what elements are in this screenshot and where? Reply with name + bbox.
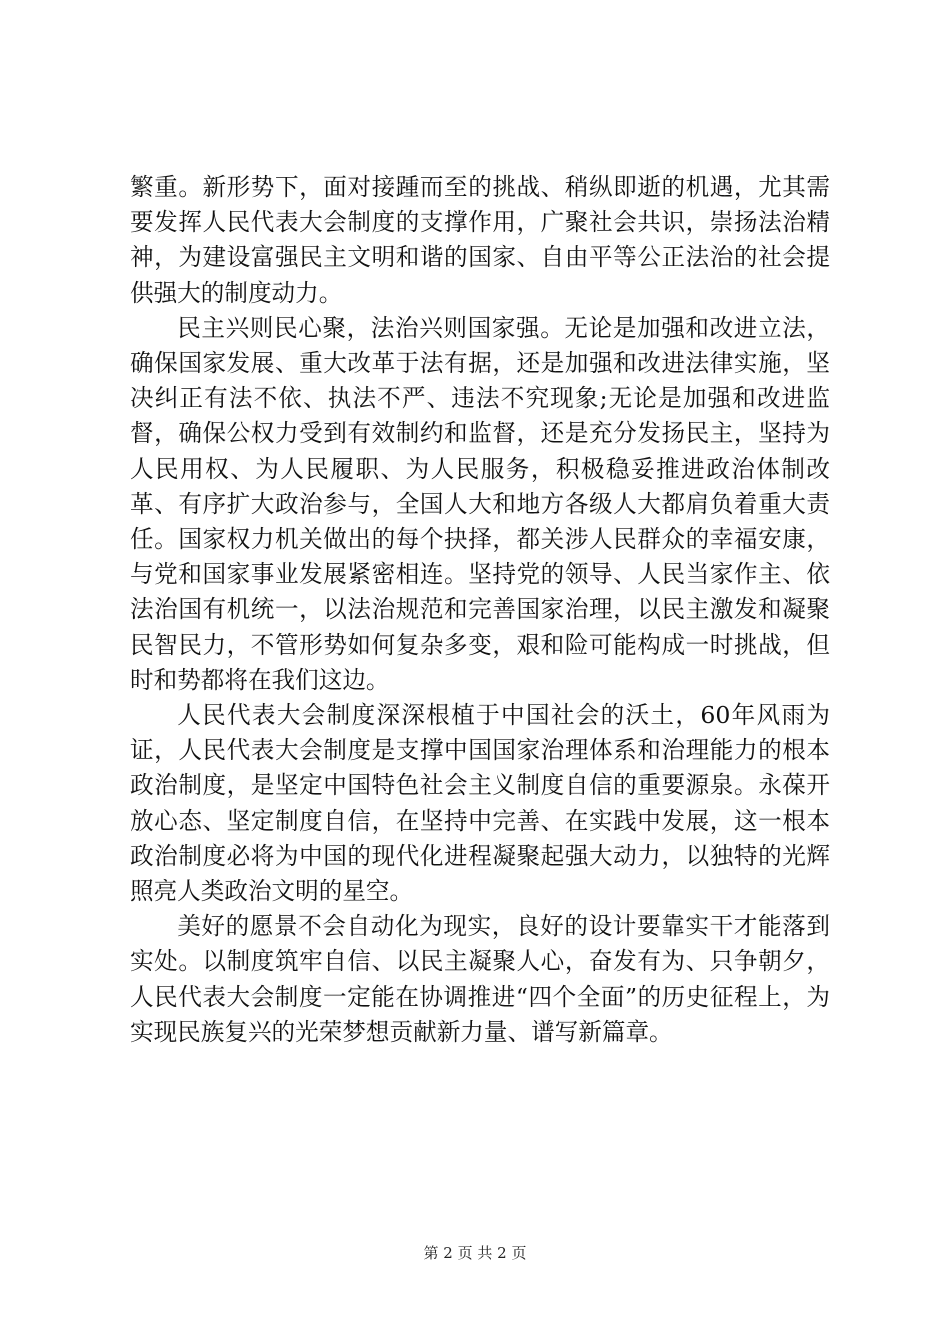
paragraph: 美好的愿景不会自动化为现实，良好的设计要靠实干才能落到实处。以制度筑牢自信、以民主凝聚人心，奋发有为、只争朝夕，人民代表大会制度一定能在协调推进“四个全面”的历史征程上，为实现民族复兴的光荣梦想贡献新力量、谱写新篇章。 xyxy=(130,912,830,1046)
paragraph: 人民代表大会制度深深根植于中国社会的沃土，60年风雨为证，人民代表大会制度是支撑中国国家治理体系和治理能力的根本政治制度，是坚定中国特色社会主义制度自信的重要源泉。永葆开放心态、坚定制度自信，在坚持中完善、在实践中发展，这一根本政治制度必将为中国的现代化进程凝聚起强大动力，以独特的光辉照亮人类政治文明的星空。 xyxy=(130,701,830,906)
document-body xyxy=(130,170,830,1050)
paragraph: 民主兴则民心聚，法治兴则国家强。无论是加强和改进立法，确保国家发展、重大改革于法有据，还是加强和改进法律实施，坚决纠正有法不依、执法不严、违法不究现象;无论是加强和改进监督，确保公权力受到有效制约和监督，还是充分发扬民主，坚持为人民用权、为人民履职、为人民服务，积极稳妥推进政治体制改革、有序扩大政治参与，全国人大和地方各级人大都肩负着重大责任。国家权力机关做出的每个抉择，都关涉人民群众的幸福安康，与党和国家事业发展紧密相连。坚持党的领导、人民当家作主、依法治国有机统一，以法治规范和完善国家治理，以民主激发和凝聚民智民力，不管形势如何复杂多变，艰和险可能构成一时挑战，但时和势都将在我们这边。 xyxy=(130,313,830,694)
paragraph-continued: 繁重。新形势下，面对接踵而至的挑战、稍纵即逝的机遇，尤其需要发挥人民代表大会制度的支撑作用，广聚社会共识，崇扬法治精神，为建设富强民主文明和谐的国家、自由平等公正法治的社会提供强大的制度动力。 xyxy=(130,173,830,307)
page-number-footer: 第 2 页 共 2 页 xyxy=(423,1244,527,1262)
